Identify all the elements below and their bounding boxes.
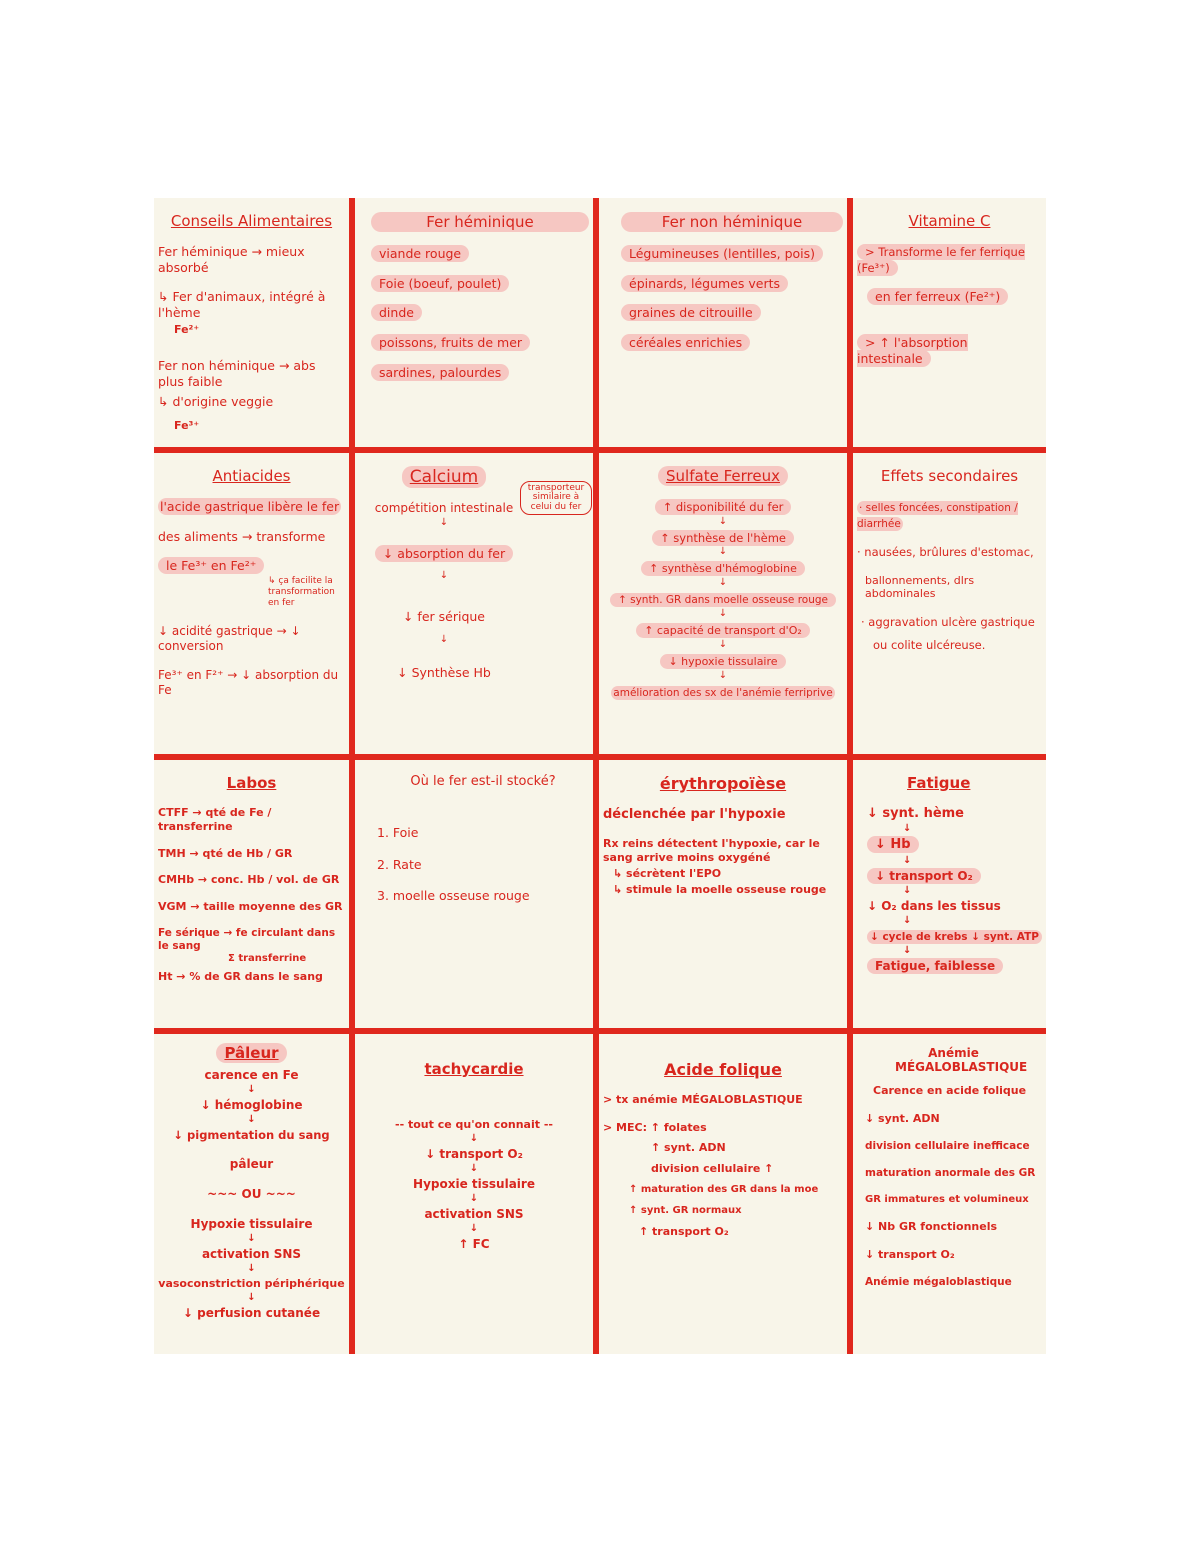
flow-step: ↓ fer sérique: [402, 608, 485, 624]
flow-step-text: ↑ synth. GR dans moelle osseuse rouge: [610, 593, 836, 607]
list-item-text: Foie (boeuf, poulet): [371, 275, 509, 292]
text-line: CMHb → conc. Hb / vol. de GR: [158, 873, 340, 887]
arrow-down-icon: ↓: [247, 1292, 256, 1304]
list-item: 3. moelle osseuse rouge: [377, 888, 530, 904]
text-line: ↳ d'origine veggie: [158, 393, 274, 409]
flow-step: [603, 591, 843, 607]
flow-step-text: ↑ synthèse d'hémoglobine: [641, 561, 805, 576]
list-item: [621, 246, 843, 262]
list-item: [371, 335, 589, 351]
flow-step-text: ↑ disponibilité du fer: [655, 499, 792, 515]
flow-step: [359, 546, 529, 562]
text-line: [158, 558, 345, 574]
text-line: maturation anormale des GR: [865, 1166, 1036, 1179]
arrow-down-icon: ↓: [469, 1162, 479, 1174]
text-line: ↳ stimule la moelle osseuse rouge: [613, 882, 827, 896]
callout-note: transporteur similaire à celui du fer: [520, 481, 592, 515]
flow-step: Hypoxie tissulaire: [190, 1217, 313, 1232]
text-line: [857, 289, 1042, 305]
text-line: ↳ ça facilite la transformation en fer: [268, 575, 335, 609]
cell-title: Fatigue: [907, 774, 971, 792]
cell-title-text: Pâleur: [216, 1043, 286, 1063]
arrow-down-icon: ↓: [439, 569, 449, 581]
list-item: [371, 246, 589, 262]
flow-step: Hypoxie tissulaire: [413, 1176, 535, 1191]
text-line: ballonnements, dlrs abdominales: [865, 573, 975, 601]
text-line-text: en fer ferreux (Fe²⁺): [867, 288, 1008, 305]
cell-antiacides: [154, 453, 349, 754]
arrow-down-icon: ↓: [718, 608, 728, 620]
text-line: Σ transferrine: [228, 953, 307, 964]
list-item: 1. Foie: [377, 825, 419, 840]
cell-title-text: Sulfate Ferreux: [658, 466, 788, 486]
flow-step: [867, 869, 1042, 884]
cell-title-text: Fer non héminique: [654, 212, 810, 232]
flow-step: ↓ pigmentation du sang: [173, 1128, 330, 1142]
study-sheet: [154, 198, 1046, 1354]
list-item: [621, 305, 843, 321]
text-line: [857, 244, 1042, 275]
text-line-text: · selles foncées, constipation / diarrhée: [857, 502, 1018, 531]
flow-step: ↓ transport O₂: [425, 1146, 523, 1161]
cell-anemie-megaloblastique: [853, 1034, 1046, 1354]
cell-conseils-alimentaires: [154, 198, 349, 447]
cell-effets-secondaires: [853, 453, 1046, 754]
text-line-text: le Fe³⁺ en Fe²⁺: [158, 557, 264, 574]
text-line: GR immatures et volumineux: [865, 1193, 1029, 1205]
text-line: ou colite ulcéreuse.: [873, 637, 986, 652]
flow-step: ↓ hémoglobine: [200, 1098, 303, 1112]
arrow-down-icon: ↓: [903, 914, 912, 926]
flow-step-text: ↓ cycle de krebs ↓ synt. ATP: [867, 930, 1042, 944]
list-item-text: épinards, légumes verts: [621, 275, 788, 292]
text-line: [158, 499, 345, 515]
cell-calcium: [355, 453, 593, 754]
list-item-text: sardines, palourdes: [371, 364, 509, 381]
text-line: ↳ sécrètent l'EPO: [613, 866, 722, 880]
text-line: Fer non héminique → abs plus faible: [158, 358, 316, 389]
list-item: [371, 305, 589, 321]
flow-step-text: ↓ hypoxie tissulaire: [660, 654, 785, 669]
flow-step-text: ↓ absorption du fer: [375, 545, 513, 562]
text-line: ↓ transport O₂: [865, 1248, 955, 1261]
arrow-down-icon: ↓: [469, 1132, 479, 1144]
text-line: [857, 499, 1042, 531]
arrow-down-icon: ↓: [718, 577, 728, 588]
flow-step: [603, 499, 843, 515]
text-line: ↳ Fer d'animaux, intégré à l'hème: [158, 289, 326, 320]
cell-fatigue: [853, 760, 1046, 1028]
text-line: ↑ transport O₂: [639, 1225, 729, 1238]
text-line: [158, 529, 345, 545]
text-line: Ht → % de GR dans le sang: [158, 969, 323, 983]
flow-step: ↑ FC: [458, 1236, 490, 1251]
text-line: · nausées, brûlures d'estomac,: [857, 545, 1034, 560]
flow-step: activation SNS: [201, 1247, 302, 1262]
arrow-down-icon: ↓: [247, 1233, 256, 1245]
text-line-text: > Transforme le fer ferrique (Fe³⁺): [857, 245, 1025, 275]
arrow-down-icon: ↓: [439, 517, 449, 528]
text-line: Carence en acide folique: [873, 1084, 1027, 1097]
text-line: [857, 335, 1042, 366]
flow-step: -- tout ce qu'on connait --: [395, 1118, 553, 1131]
text-line-text: l'acide gastrique libère le fer: [160, 499, 340, 514]
flow-step: carence en Fe: [204, 1068, 299, 1082]
list-item: 2. Rate: [377, 856, 422, 872]
flow-step: ↓ Synthèse Hb: [397, 665, 491, 681]
list-item-text: poissons, fruits de mer: [371, 334, 530, 351]
cell-title: Vitamine C: [908, 212, 991, 230]
cell-title: [603, 467, 843, 485]
flow-step: [603, 530, 843, 546]
flow-step: pâleur: [229, 1157, 274, 1172]
cell-acide-folique: [599, 1034, 847, 1354]
flow-step-text: amélioration des sx de l'anémie ferriprive: [613, 686, 833, 699]
text-line: division cellulaire inefficace: [865, 1139, 1030, 1152]
text-line: Rx reins détectent l'hypoxie, car le sang arrive moins oxygéné: [603, 837, 820, 864]
arrow-down-icon: ↓: [903, 884, 912, 896]
cell-title-text: Calcium: [402, 466, 486, 488]
text-line: · aggravation ulcère gastrique: [861, 615, 1035, 630]
cell-title: Anémie MÉGALOBLASTIQUE: [895, 1046, 1028, 1074]
arrow-down-icon: ↓: [718, 638, 728, 650]
cell-tachycardie: [355, 1034, 593, 1354]
flow-step-text: Fatigue, faiblesse: [867, 958, 1003, 974]
arrow-down-icon: ↓: [469, 1222, 479, 1234]
text-line: ↓ acidité gastrique → ↓ conversion: [158, 623, 301, 653]
arrow-down-icon: ↓: [247, 1114, 256, 1125]
flow-step: [867, 929, 1042, 944]
list-item-text: dinde: [371, 304, 422, 321]
cell-erythropoiese: [599, 760, 847, 1028]
cell-title: érythropoïèse: [659, 774, 787, 793]
text-line: Anémie mégaloblastique: [865, 1275, 1012, 1288]
arrow-down-icon: ↓: [903, 854, 912, 866]
text-line: Fe³⁺ en F²⁺ → ↓ absorption du Fe: [158, 667, 339, 697]
flow-step-text: ↓ transport O₂: [867, 868, 981, 884]
text-line-text: des aliments → transforme: [158, 528, 326, 544]
list-item: [371, 276, 589, 292]
cell-labos: [154, 760, 349, 1028]
text-line: ↓ Nb GR fonctionnels: [865, 1220, 998, 1234]
flow-step-text: ↓ Hb: [867, 836, 919, 853]
arrow-down-icon: ↓: [718, 515, 728, 527]
flow-step: activation SNS: [424, 1206, 524, 1221]
text-line: division cellulaire ↑: [651, 1162, 774, 1176]
cell-title: [158, 1044, 345, 1062]
cell-title: [371, 212, 589, 232]
text-line-text: > ↑ l'absorption intestinale: [857, 334, 968, 366]
list-item-text: Légumineuses (lentilles, pois): [621, 245, 823, 262]
list-item: [621, 335, 843, 351]
text-line: ↑ synt. ADN: [651, 1140, 726, 1154]
flow-step: vasoconstriction périphérique: [158, 1277, 345, 1291]
cell-vitamine-c: [853, 198, 1046, 447]
cell-fer-non-heminique: [599, 198, 847, 447]
cell-title: Labos: [226, 774, 277, 792]
text-line: Fe²⁺: [174, 322, 200, 336]
arrow-down-icon: ↓: [439, 634, 449, 646]
cell-title: [359, 467, 529, 487]
arrow-down-icon: ↓: [469, 1192, 479, 1204]
cell-sulfate-ferreux: [599, 453, 847, 754]
text-line: ↑ maturation des GR dans la moe: [629, 1184, 819, 1195]
text-line: ↑ synt. GR normaux: [629, 1204, 742, 1216]
arrow-down-icon: ↓: [903, 944, 912, 956]
list-item-text: céréales enrichies: [621, 334, 750, 351]
flow-step: [603, 653, 843, 669]
cell-title: tachycardie: [424, 1060, 524, 1078]
flow-step: ~~~ OU ~~~: [207, 1187, 296, 1202]
flow-step: [867, 837, 1042, 853]
list-item: [371, 365, 589, 381]
list-item: [621, 276, 843, 292]
text-line: Fe³⁺: [174, 419, 200, 433]
text-line: TMH → qté de Hb / GR: [158, 846, 293, 860]
cell-stockage-fer: [355, 760, 593, 1028]
cell-fer-heminique: [355, 198, 593, 447]
text-line: > MEC: ↑ folates: [603, 1120, 707, 1134]
flow-step: [603, 622, 843, 638]
text-line: VGM → taille moyenne des GR: [158, 900, 343, 913]
cell-title: Acide folique: [664, 1060, 782, 1079]
text-line: CTFF → qté de Fe / transferrine: [158, 806, 272, 833]
text-line: ↓ synt. ADN: [865, 1111, 940, 1125]
arrow-down-icon: ↓: [247, 1263, 256, 1275]
flow-step: [603, 560, 843, 576]
cell-title: Effets secondaires: [880, 467, 1019, 485]
arrow-down-icon: ↓: [903, 823, 912, 835]
list-item-text: graines de citrouille: [621, 304, 761, 321]
flow-step-text: ↑ synthèse de l'hème: [652, 530, 794, 546]
arrow-down-icon: ↓: [247, 1084, 256, 1095]
cell-title: Conseils Alimentaires: [170, 212, 333, 230]
flow-step: [867, 959, 1042, 974]
arrow-down-icon: ↓: [718, 546, 728, 558]
cell-title: Antiacides: [212, 467, 291, 485]
flow-step: [603, 684, 843, 700]
text-line: Fer héminique → mieux absorbé: [158, 244, 305, 275]
flow-step-text: ↑ capacité de transport d'O₂: [636, 623, 810, 638]
flow-step: ↓ perfusion cutanée: [182, 1306, 321, 1321]
text-line: > tx anémie MÉGALOBLASTIQUE: [603, 1093, 803, 1106]
cell-title: [621, 212, 843, 232]
text-line: Fe sérique → fe circulant dans le sang: [158, 926, 336, 952]
cell-title-text: Fer héminique: [418, 212, 541, 232]
text-line: déclenchée par l'hypoxie: [603, 807, 786, 822]
flow-step: ↓ O₂ dans les tissus: [867, 898, 1001, 913]
flow-step: ↓ synt. hème: [867, 806, 964, 821]
cell-title: Où le fer est-il stocké?: [410, 774, 556, 789]
flow-step: compétition intestinale: [374, 501, 514, 515]
list-item-text: viande rouge: [371, 245, 469, 262]
arrow-down-icon: ↓: [718, 669, 728, 681]
cell-paleur: [154, 1034, 349, 1354]
